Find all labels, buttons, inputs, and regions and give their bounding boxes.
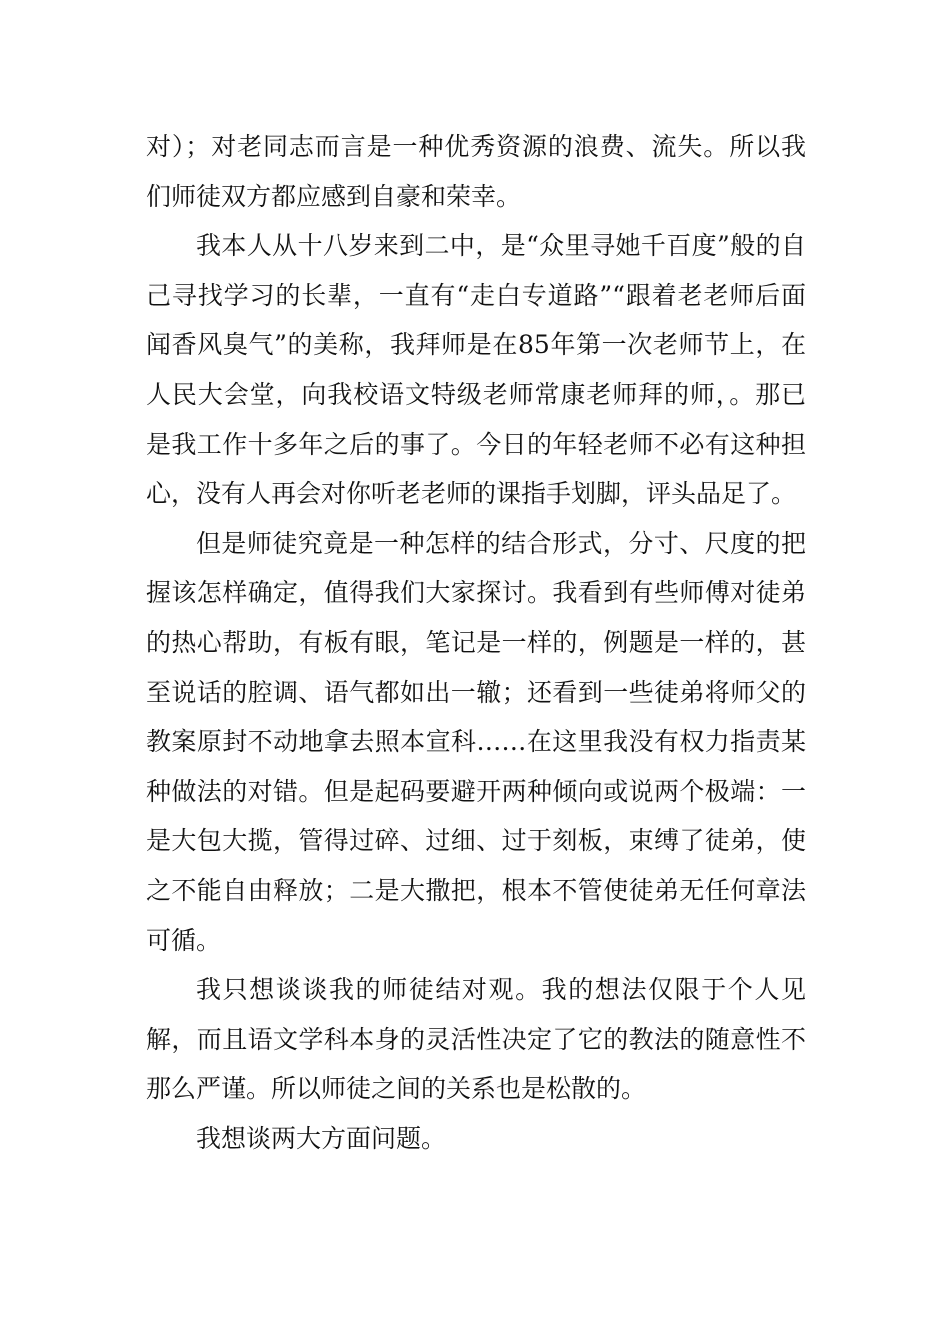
document-body [146, 122, 806, 1163]
paragraph-mentorship-form: 但是师徒究竟是一种怎样的结合形式，分寸、尺度的把握该怎样确定，值得我们大家探讨。我看到有些师傅对徒弟的热心帮助，有板有眼，笔记是一样的，例题是一样的，甚至说话的腔调、语气都如出一辙；还看到一些徒弟将师父的教案原封不动地拿去照本宣科……在这里我没有权力指责某种做法的对错。但是起码要避开两种倾向或说两个极端：一是大包大揽，管得过碎、过细、过于刻板，束缚了徒弟，使之不能自由释放；二是大撒把，根本不管使徒弟无任何章法可循。 [146, 528, 806, 955]
paragraph-continuation: 对）；对老同志而言是一种优秀资源的浪费、流失。所以我们师徒双方都应感到自豪和荣幸。 [146, 132, 806, 211]
paragraph-mentorship-view: 我只想谈谈我的师徒结对观。我的想法仅限于个人见解，而且语文学科本身的灵活性决定了它的教法的随意性不那么严谨。所以师徒之间的关系也是松散的。 [146, 975, 806, 1104]
paragraph-two-issues: 我想谈两大方面问题。 [196, 1123, 447, 1153]
paragraph-personal-experience: 我本人从十八岁来到二中，是“众里寻她千百度”般的自己寻找学习的长辈，一直有“走白专道路”“跟着老老师后面闻香风臭气”的美称，我拜师是在85年第一次老师节上，在人民大会堂，向我校语文特级老师常康老师拜的师，。那已是我工作十多年之后的事了。今日的年轻老师不必有这种担心，没有人再会对你听老老师的课指手划脚，评头品足了。 [146, 231, 806, 509]
